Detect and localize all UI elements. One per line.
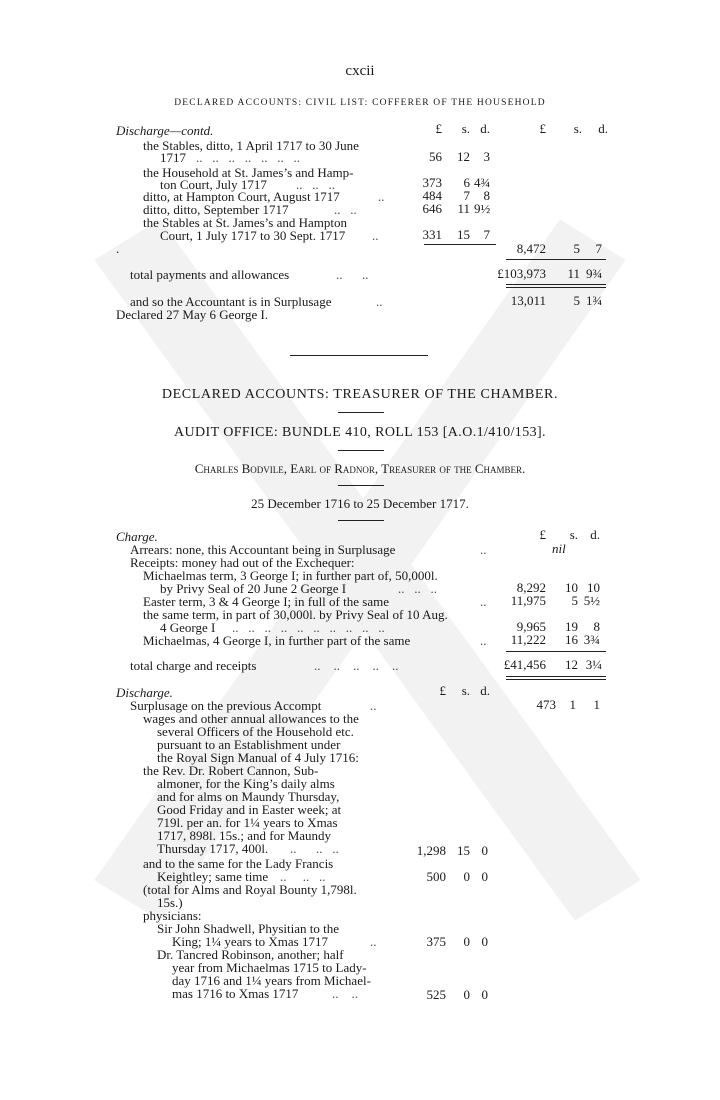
shadwell-shillings: 0 bbox=[463, 934, 470, 949]
physicians-label: physicians: bbox=[143, 908, 202, 923]
subtotal-shillings: 5 bbox=[573, 241, 580, 256]
amount-shillings: 12 bbox=[457, 149, 470, 164]
col-pounds: £ bbox=[439, 683, 446, 698]
receipt-text: Easter term, 3 & 4 George I; in full of the same bbox=[143, 594, 389, 609]
receipt-text: the same term, in part of 30,000l. by Privy Seal of 10 Aug. bbox=[143, 607, 448, 622]
total-charge-shillings: 12 bbox=[565, 657, 578, 672]
row-text: the Stables, ditto, 1 April 1717 to 30 June bbox=[143, 138, 359, 153]
receipt-text: Michaelmas, 4 George I, in further part of the same bbox=[143, 633, 411, 648]
row-text: ditto, ditto, September 1717 bbox=[143, 202, 289, 217]
section-divider bbox=[290, 355, 428, 356]
col-pounds-2: £ bbox=[539, 121, 546, 136]
keightley-pence: 0 bbox=[481, 869, 488, 884]
rule bbox=[506, 259, 606, 260]
robinson-text: day 1716 and 1¼ years from Michael- bbox=[172, 973, 371, 988]
section-title: DECLARED ACCOUNTS: TREASURER OF THE CHAMBER. bbox=[161, 387, 559, 402]
wages-text: several Officers of the Household etc. bbox=[157, 724, 354, 739]
total-charge-pounds: £41,456 bbox=[503, 657, 546, 672]
wages-text: pursuant to an Establishment under bbox=[157, 737, 341, 752]
receipt-pounds: 11,222 bbox=[510, 632, 546, 647]
row-text: 1717 bbox=[160, 150, 186, 165]
receipt-pounds: 9,965 bbox=[516, 619, 546, 634]
rule bbox=[338, 485, 384, 486]
robinson-pence: 0 bbox=[481, 987, 488, 1002]
amount-pounds: 484 bbox=[422, 188, 442, 203]
keightley-text: Keightley; same time bbox=[157, 869, 269, 884]
cannon-text: 1717, 898l. 15s.; and for Maundy bbox=[157, 828, 332, 843]
receipt-pounds: 8,292 bbox=[516, 580, 546, 595]
wages-text: wages and other annual allowances to the bbox=[143, 711, 359, 726]
rule bbox=[506, 676, 606, 677]
cannon-text: almoner, for the King’s daily alms bbox=[157, 776, 335, 791]
total-pence: 9¾ bbox=[586, 266, 603, 281]
robinson-text: Dr. Tancred Robinson, another; half bbox=[157, 947, 344, 962]
account-period: 25 December 1716 to 25 December 1717. bbox=[251, 496, 469, 511]
wages-text: the Royal Sign Manual of 4 July 1716: bbox=[157, 750, 359, 765]
amount-pounds: 331 bbox=[422, 227, 442, 242]
receipt-pence: 5½ bbox=[583, 593, 600, 608]
arrears-value: nil bbox=[552, 541, 566, 556]
subtotal-pounds: 8,472 bbox=[516, 241, 546, 256]
row-text: Court, 1 July 1717 to 30 Sept. 1717 bbox=[160, 228, 346, 243]
discharge-label: Discharge. bbox=[116, 685, 173, 700]
robinson-pounds: 525 bbox=[426, 987, 446, 1002]
rule bbox=[338, 450, 384, 451]
cannon-text: 719l. per an. for 1¼ years to Xmas bbox=[157, 815, 338, 830]
robinson-text: mas 1716 to Xmas 1717 bbox=[172, 986, 299, 1001]
total-charge-label: total charge and receipts bbox=[130, 658, 257, 673]
cannon-text: the Rev. Dr. Robert Cannon, Sub- bbox=[143, 763, 319, 778]
col-pence: d. bbox=[480, 683, 490, 698]
row-text: ton Court, July 1717 bbox=[160, 177, 267, 192]
cannon-pounds: 1,298 bbox=[416, 843, 446, 858]
subtotal-pence: 7 bbox=[595, 241, 602, 256]
col-shillings-2: s. bbox=[573, 121, 582, 136]
amount-pounds: 373 bbox=[422, 175, 442, 190]
shadwell-text: Sir John Shadwell, Physitian to the bbox=[157, 921, 339, 936]
surplusage-prev-text: Surplusage on the previous Accompt bbox=[130, 698, 322, 713]
shadwell-text: King; 1¼ years to Xmas 1717 bbox=[172, 934, 328, 949]
amount-shillings: 6 bbox=[463, 175, 470, 190]
shadwell-pence: 0 bbox=[481, 934, 488, 949]
amount-pounds: 56 bbox=[429, 149, 442, 164]
section-subtitle: AUDIT OFFICE: BUNDLE 410, ROLL 153 [A.O.1/410/153]. bbox=[174, 425, 546, 440]
total-shillings: 11 bbox=[567, 266, 580, 281]
alms-total-text: 15s.) bbox=[157, 895, 183, 910]
rule bbox=[338, 412, 384, 413]
arrears-text: Arrears: none, this Accountant being in Surplusage bbox=[130, 542, 396, 557]
treasurer-name: Charles Bodvile, Earl of Radnor, Treasurer of the Chamber. bbox=[194, 461, 526, 476]
amount-pence: 7 bbox=[483, 227, 490, 242]
receipt-text: by Privy Seal of 20 June 2 George I bbox=[160, 581, 347, 596]
receipts-label: Receipts: money had out of the Exchequer: bbox=[130, 555, 355, 570]
amount-pounds: 646 bbox=[422, 201, 442, 216]
surplusage-shillings: 5 bbox=[573, 293, 580, 308]
rule bbox=[506, 651, 606, 652]
cannon-text: and for alms on Maundy Thursday, bbox=[157, 789, 340, 804]
cannon-text: Good Friday and in Easter week; at bbox=[157, 802, 342, 817]
col-shillings: s. bbox=[569, 527, 578, 542]
surplusage-label: and so the Accountant is in Surplusage bbox=[130, 294, 332, 309]
amount-pence: 3 bbox=[483, 149, 490, 164]
amount-pence: 8 bbox=[483, 188, 490, 203]
surplusage-prev-pence: 1 bbox=[593, 697, 600, 712]
shadwell-pounds: 375 bbox=[426, 934, 446, 949]
receipt-pence: 10 bbox=[587, 580, 600, 595]
total-payments-label: total payments and allowances bbox=[130, 267, 290, 282]
amount-pence: 9½ bbox=[474, 201, 491, 216]
receipt-shillings: 16 bbox=[565, 632, 578, 647]
declared-date: Declared 27 May 6 George I. bbox=[116, 307, 269, 322]
amount-shillings: 15 bbox=[457, 227, 470, 242]
alms-total-text: (total for Alms and Royal Bounty 1,798l. bbox=[143, 882, 357, 897]
rule bbox=[506, 287, 606, 288]
rule bbox=[506, 679, 606, 680]
col-shillings: s. bbox=[461, 683, 470, 698]
subtotal-rule bbox=[424, 244, 496, 245]
col-shillings-1: s. bbox=[461, 121, 470, 136]
amount-shillings: 11 bbox=[457, 201, 470, 216]
receipt-text: Michaelmas term, 3 George I; in further part of, 50,000l. bbox=[143, 568, 438, 583]
rule bbox=[506, 284, 606, 285]
row-text: ditto, at Hampton Court, August 1717 bbox=[143, 189, 340, 204]
total-pounds: £103,973 bbox=[497, 266, 546, 281]
row-text: the Household at St. James’s and Hamp- bbox=[143, 165, 354, 180]
row-text: the Stables at St. James’s and Hampton bbox=[143, 215, 348, 230]
cannon-shillings: 15 bbox=[457, 843, 470, 858]
receipt-shillings: 10 bbox=[565, 580, 578, 595]
cannon-pence: 0 bbox=[481, 843, 488, 858]
receipt-pence: 8 bbox=[593, 619, 600, 634]
rule bbox=[338, 520, 384, 521]
col-pence: d. bbox=[590, 527, 600, 542]
keightley-pounds: 500 bbox=[426, 869, 446, 884]
receipt-pence: 3¾ bbox=[583, 632, 600, 647]
surplusage-pounds: 13,011 bbox=[510, 293, 546, 308]
receipt-text: 4 George I bbox=[160, 620, 216, 635]
receipt-shillings: 19 bbox=[565, 619, 578, 634]
keightley-shillings: 0 bbox=[463, 869, 470, 884]
receipt-shillings: 5 bbox=[571, 593, 578, 608]
surplusage-pence: 1¾ bbox=[586, 293, 603, 308]
amount-pence: 4¾ bbox=[474, 175, 491, 190]
page-number: cxcii bbox=[345, 63, 375, 79]
robinson-shillings: 0 bbox=[463, 987, 470, 1002]
receipt-pounds: 11,975 bbox=[510, 593, 546, 608]
surplusage-prev-shillings: 1 bbox=[569, 697, 576, 712]
robinson-text: year from Michaelmas 1715 to Lady- bbox=[172, 960, 367, 975]
discharge-contd-label: Discharge—contd. bbox=[116, 123, 214, 138]
cannon-text: Thursday 1717, 400l. bbox=[157, 841, 269, 856]
col-pence-2: d. bbox=[598, 121, 608, 136]
col-pence-1: d. bbox=[480, 121, 490, 136]
total-charge-pence: 3¼ bbox=[585, 657, 602, 672]
charge-label: Charge. bbox=[116, 529, 158, 544]
surplusage-prev-pounds: 473 bbox=[536, 697, 556, 712]
amount-shillings: 7 bbox=[463, 188, 470, 203]
running-head: DECLARED ACCOUNTS: CIVIL LIST: COFFERER OF THE HOUSEHOLD bbox=[174, 98, 546, 108]
col-pounds-1: £ bbox=[435, 121, 442, 136]
col-pounds: £ bbox=[539, 527, 546, 542]
keightley-text: and to the same for the Lady Francis bbox=[143, 856, 334, 871]
